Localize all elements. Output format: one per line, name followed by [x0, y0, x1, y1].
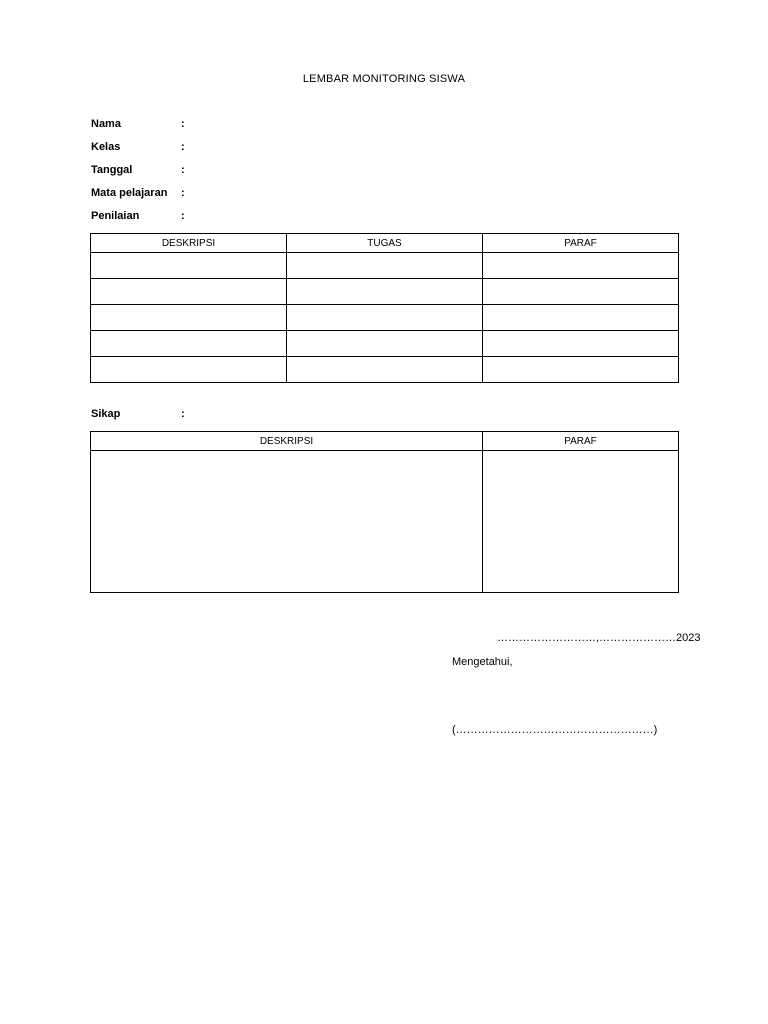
field-label: Tanggal — [91, 164, 133, 176]
field-kelas — [91, 141, 185, 153]
field-mata-pelajaran — [91, 187, 185, 199]
field-colon: : — [181, 164, 185, 176]
table-cell[interactable] — [483, 279, 679, 305]
table-cell[interactable] — [91, 451, 483, 593]
field-label: Kelas — [91, 141, 121, 153]
table-cell[interactable] — [483, 305, 679, 331]
header-deskripsi: DESKRIPSI — [91, 234, 287, 253]
assessment-table — [90, 233, 679, 383]
table-cell[interactable] — [91, 357, 287, 383]
table-row — [91, 331, 679, 357]
table-cell[interactable] — [91, 253, 287, 279]
table-cell[interactable] — [91, 279, 287, 305]
table-cell[interactable] — [287, 279, 483, 305]
table-row — [91, 305, 679, 331]
table-cell[interactable] — [287, 357, 483, 383]
field-label: Nama — [91, 118, 121, 130]
header-tugas: TUGAS — [287, 234, 483, 253]
field-sikap — [91, 408, 185, 420]
table-header-row — [91, 432, 679, 451]
attitude-table — [90, 431, 679, 593]
field-penilaian — [91, 210, 185, 222]
field-colon: : — [181, 187, 185, 199]
field-colon: : — [181, 118, 185, 130]
table-cell[interactable] — [287, 331, 483, 357]
field-colon: : — [181, 408, 185, 420]
field-nama — [91, 118, 185, 130]
signature-acknowledge: Mengetahui, — [452, 656, 513, 668]
table-row — [91, 451, 679, 593]
field-tanggal — [91, 164, 185, 176]
signature-name-line: (………………………………………………) — [452, 724, 658, 736]
header-deskripsi: DESKRIPSI — [91, 432, 483, 451]
field-colon: : — [181, 141, 185, 153]
field-colon: : — [181, 210, 185, 222]
table-cell[interactable] — [483, 331, 679, 357]
field-label: Sikap — [91, 408, 121, 420]
table-cell[interactable] — [287, 253, 483, 279]
header-paraf: PARAF — [483, 234, 679, 253]
table-cell[interactable] — [483, 253, 679, 279]
table-header-row — [91, 234, 679, 253]
page-title: LEMBAR MONITORING SISWA — [302, 73, 466, 85]
table-cell[interactable] — [483, 451, 679, 593]
signature-date-line: ………………………,…………………2023 — [497, 632, 701, 644]
table-row — [91, 253, 679, 279]
table-cell[interactable] — [287, 305, 483, 331]
table-row — [91, 279, 679, 305]
table-row — [91, 357, 679, 383]
table-cell[interactable] — [91, 331, 287, 357]
field-label: Penilaian — [91, 210, 140, 222]
field-label: Mata pelajaran — [91, 187, 168, 199]
header-paraf: PARAF — [483, 432, 679, 451]
table-cell[interactable] — [483, 357, 679, 383]
table-cell[interactable] — [91, 305, 287, 331]
